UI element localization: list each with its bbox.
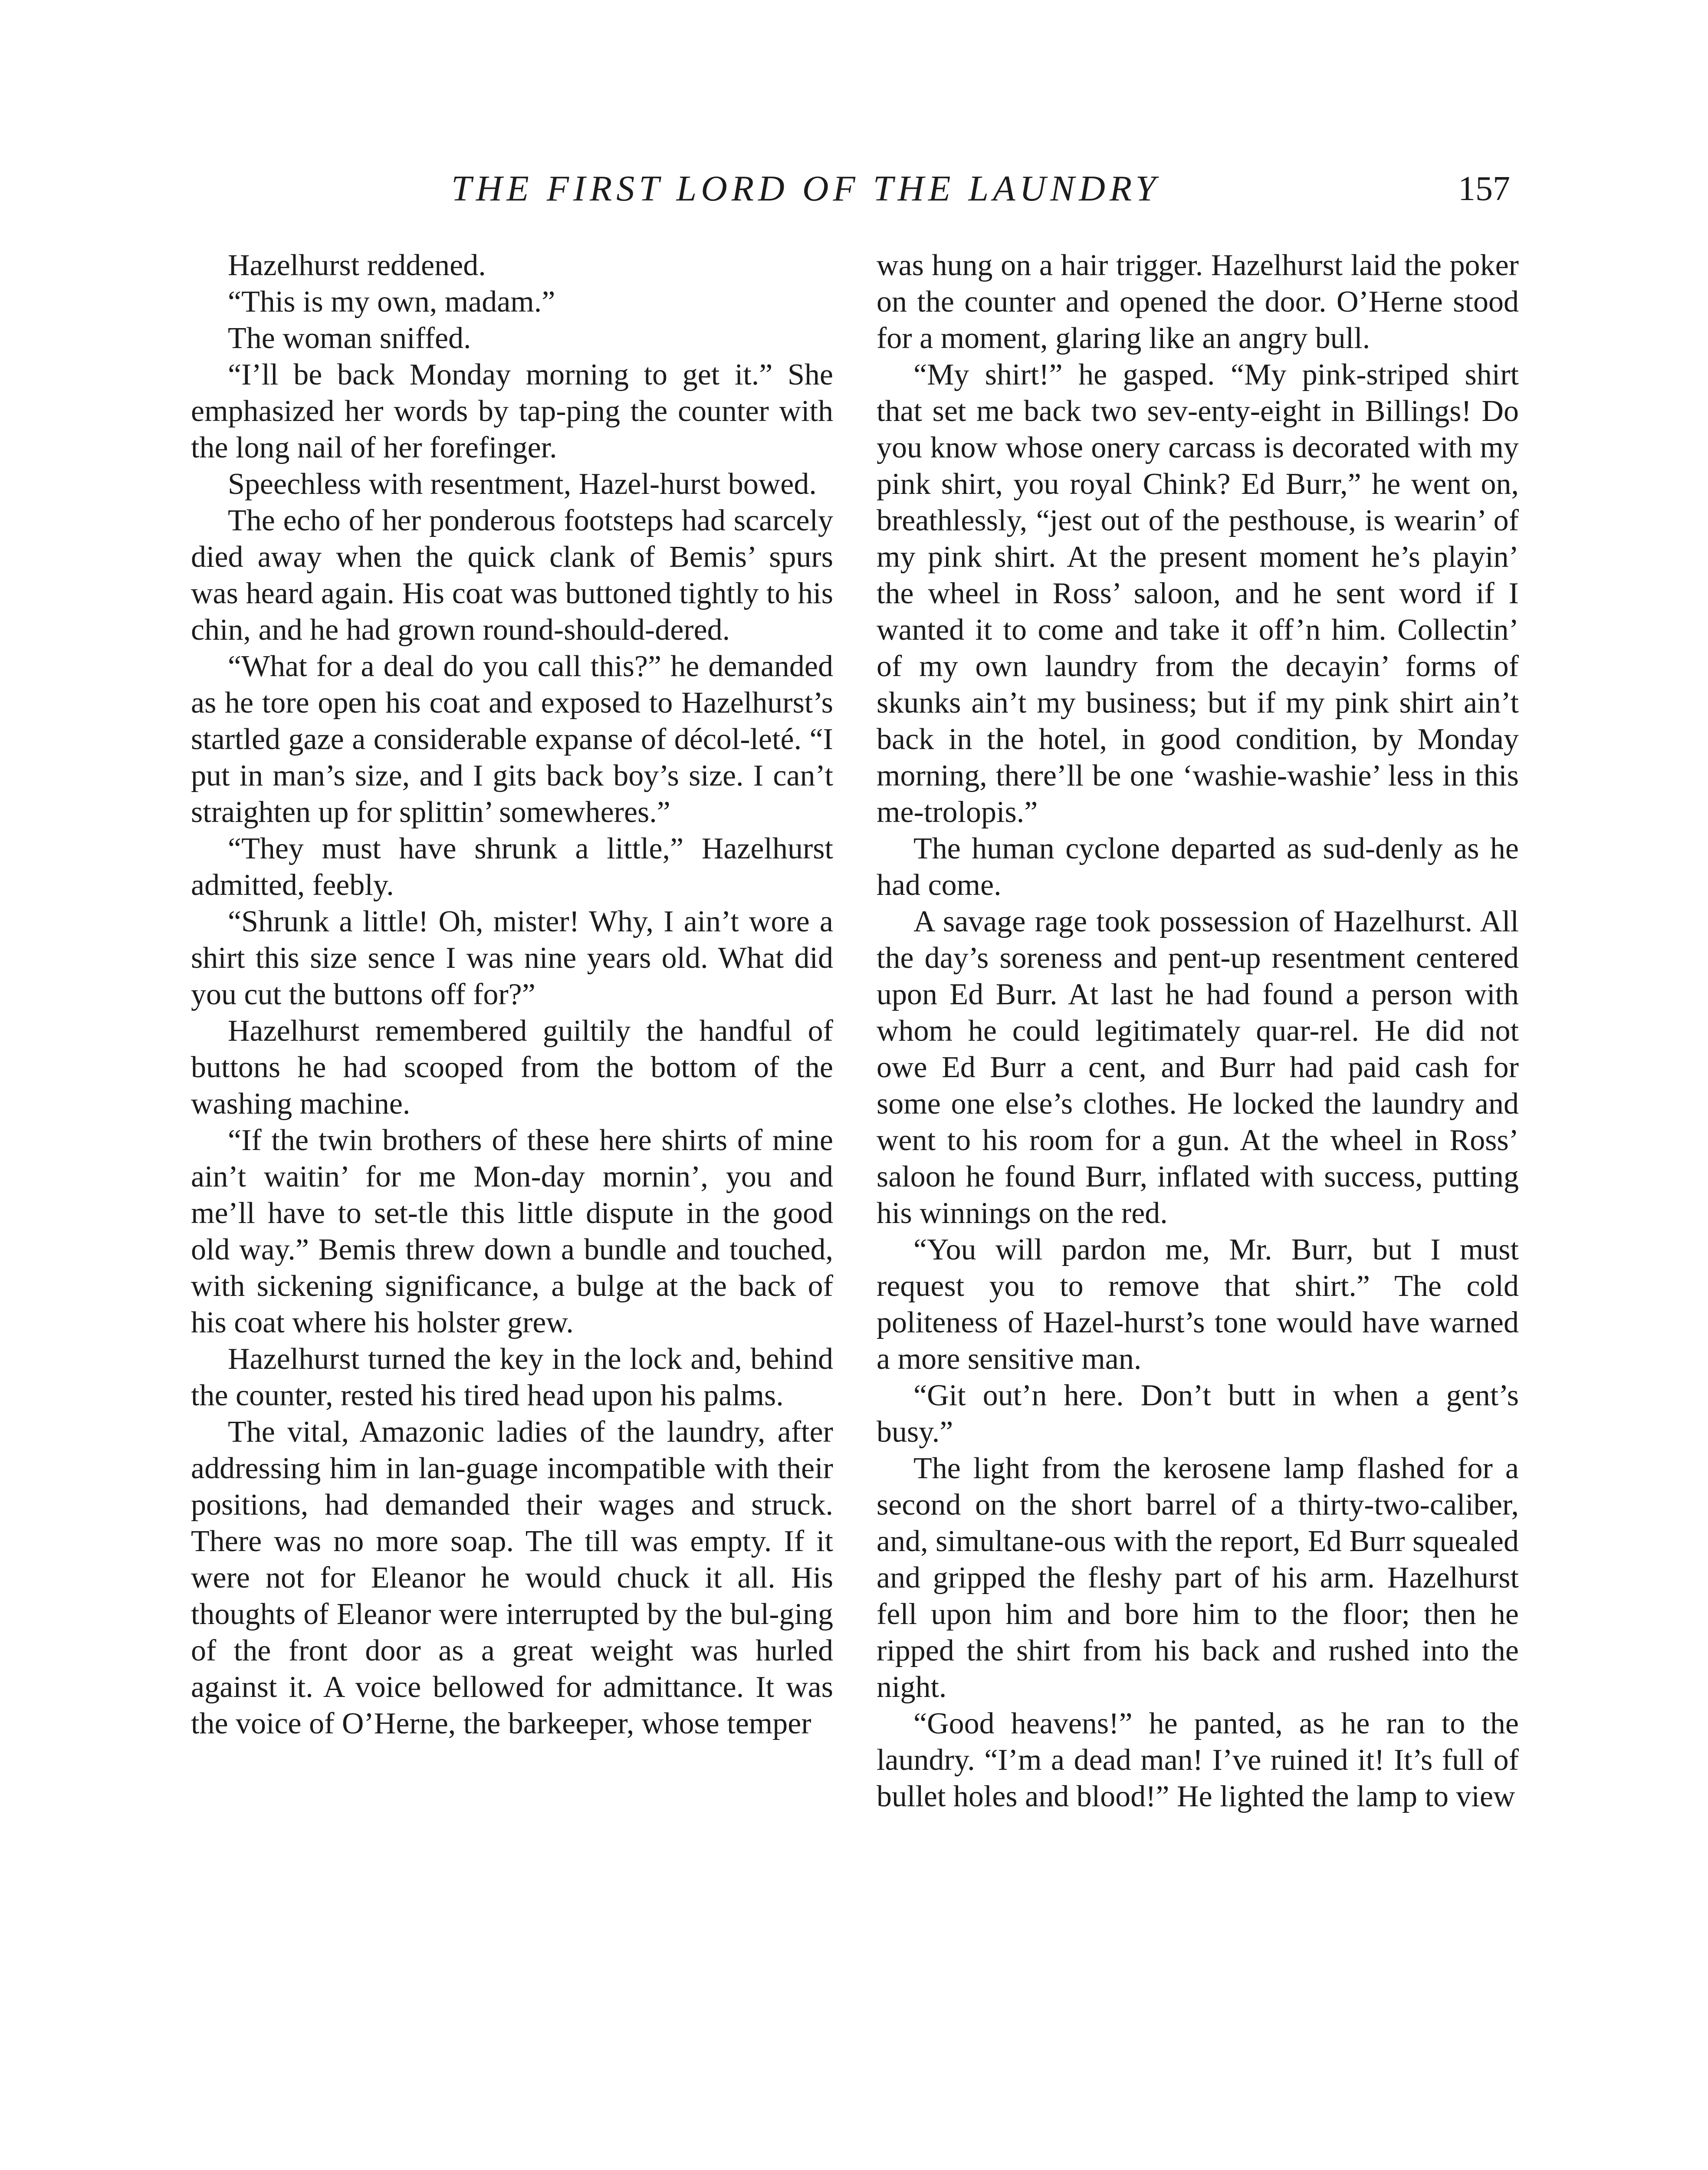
paragraph: The vital, Amazonic ladies of the laundry, after addressing him in lan-guage incompatible with their positions, had demanded their wages and struck. There was no more soap. The till was empty. If it were not for Eleanor he would chuck it all. His thoughts of Eleanor were interrupted by the bul-ging of the front door as a great weight was hurled against it. A voice bellowed for admittance. It was the voice of O’Herne, the barkeeper, whose temper [191,1415,833,1740]
paragraph: A savage rage took possession of Hazelhurst. All the day’s soreness and pent-up resentment centered upon Ed Burr. At last he had found a person with whom he could legitimately quar-rel. He did not owe Ed Burr a cent, and Burr had paid cash for some one else’s clothes. He locked the laundry and went to his room for a gun. At the wheel in Ross’ saloon he found Burr, inflated with success, putting his winnings on the red. [877,905,1519,1230]
running-title: THE FIRST LORD OF THE LAUNDRY [451,168,1160,209]
paragraph: “What for a deal do you call this?” he demanded as he tore open his coat and exposed to Hazelhurst’s startled gaze a considerable expanse of décol-leté. “I put in man’s size, and I gits back boy’s size. I can’t straighten up for splittin’ somewheres.” [191,650,833,829]
paragraph: The light from the kerosene lamp flashed for a second on the short barrel of a thirty-two-caliber, and, simultane-ous with the report, Ed Burr squealed and gripped the fleshy part of his arm. Hazelhurst fell upon him and bore him to the floor; then he ripped the shirt from his back and rushed into the night. [877,1452,1519,1704]
paragraph: “They must have shrunk a little,” Hazelhurst admitted, feebly. [191,832,833,902]
paragraph: Hazelhurst reddened. [228,249,486,282]
page-number: 157 [1458,170,1510,208]
paragraph: was hung on a hair trigger. Hazelhurst laid the poker on the counter and opened the door. O’Herne stood for a moment, glaring like an angry bull. [877,249,1519,355]
paragraph: “I’ll be back Monday morning to get it.” She emphasized her words by tap-ping the counter with the long nail of her forefinger. [191,358,833,464]
paragraph: “You will pardon me, Mr. Burr, but I must request you to remove that shirt.” The cold politeness of Hazel-hurst’s tone would have warned a more sensitive man. [877,1233,1519,1376]
paragraph: “My shirt!” he gasped. “My pink-striped shirt that set me back two sev-enty-eight in Billings! Do you know whose onery carcass is decorated with my pink shirt, you royal Chink? Ed Burr,” he went on, breathlessly, “jest out of the pesthouse, is wearin’ of my pink shirt. At the present moment he’s playin’ the wheel in Ross’ saloon, and he sent word if I wanted it to come and take it off’n him. Collectin’ of my own laundry from the decayin’ forms of skunks ain’t my business; but if my pink shirt ain’t back in the hotel, in good condition, by Monday morning, there’ll be one ‘washie-washie’ less in this me-trolopis.” [877,358,1519,829]
paragraph: Hazelhurst turned the key in the lock and, behind the counter, rested his tired head upon his palms. [191,1342,833,1412]
paragraph: “This is my own, madam.” [228,285,555,319]
paragraph: The human cyclone departed as sud-denly as he had come. [877,832,1519,902]
left-column [191,247,833,2170]
paragraph: “If the twin brothers of these here shirts of mine ain’t waitin’ for me Mon-day mornin’, you and me’ll have to set-tle this little dispute in the good old way.” Bemis threw down a bundle and touched, with sickening significance, a bulge at the back of his coat where his holster grew. [191,1124,833,1339]
paragraph: “Good heavens!” he panted, as he ran to the laundry. “I’m a dead man! I’ve ruined it! It’s full of bullet holes and blood!” He lighted the lamp to view [877,1707,1519,1813]
paragraph: “Shrunk a little! Oh, mister! Why, I ain’t wore a shirt this size sence I was nine years old. What did you cut the buttons off for?” [191,905,833,1011]
paragraph: “Git out’n here. Don’t butt in when a gent’s busy.” [877,1379,1519,1449]
text-columns [191,247,1519,2170]
paragraph: The echo of her ponderous footsteps had scarcely died away when the quick clank of Bemis’ spurs was heard again. His coat was buttoned tightly to his chin, and he had grown round-should-dered. [191,504,833,647]
paragraph: Hazelhurst remembered guiltily the handful of buttons he had scooped from the bottom of the washing machine. [191,1014,833,1121]
running-header [0,165,1708,213]
paragraph: Speechless with resentment, Hazel-hurst bowed. [228,467,817,501]
paragraph: The woman sniffed. [228,322,471,355]
right-column [877,247,1519,2170]
